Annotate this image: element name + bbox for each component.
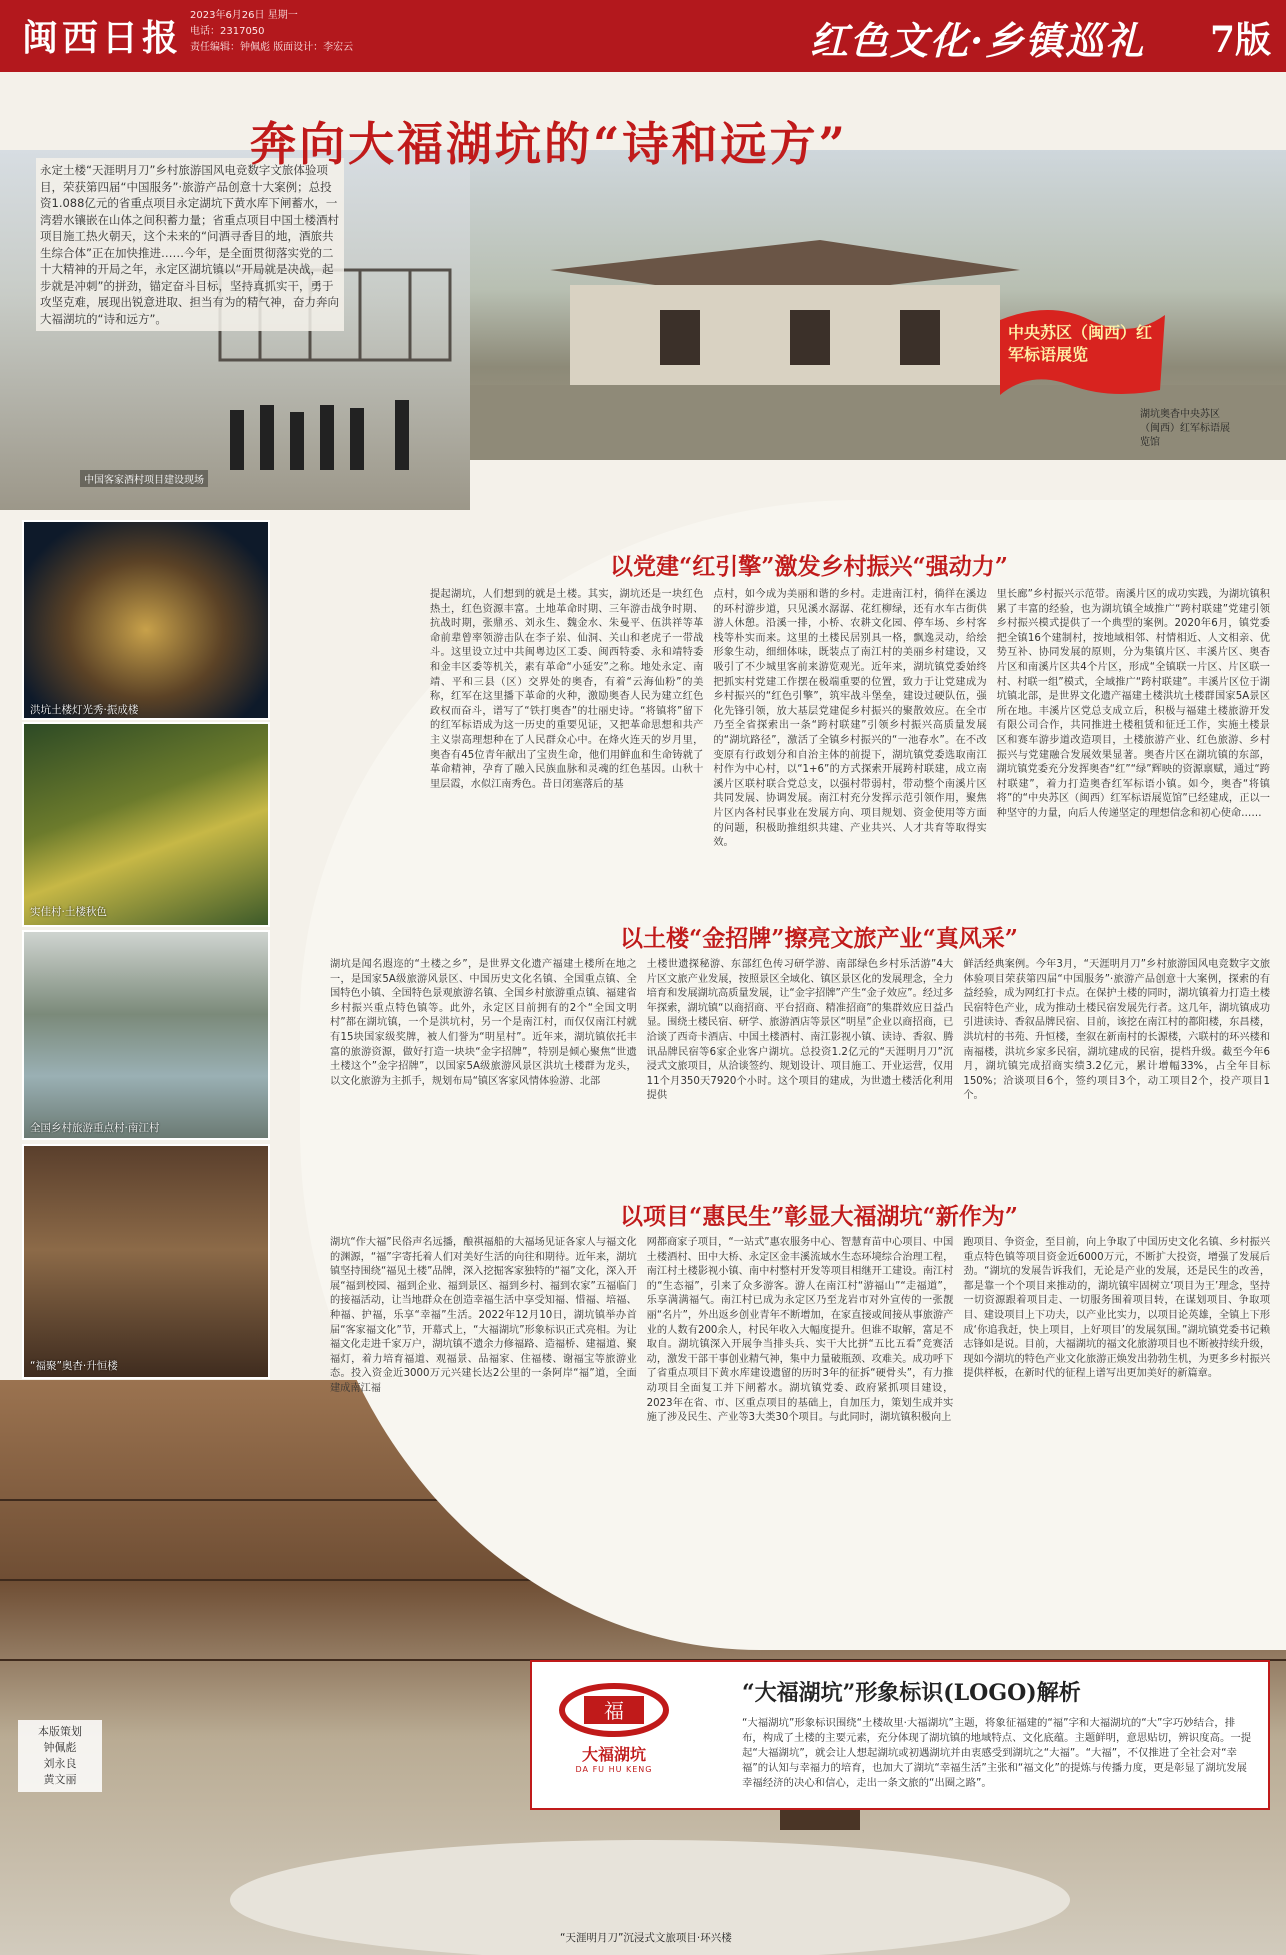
side-photo-2 — [22, 722, 270, 927]
side-photo-3-caption: 全国乡村旅游重点村·南江村 — [30, 1122, 160, 1134]
credits — [18, 1720, 102, 1792]
issue-phone: 电话：2317050 — [190, 26, 265, 37]
side-photo-1 — [22, 520, 270, 720]
masthead — [0, 0, 1286, 72]
banner-text: 中央苏区（闽西）红军标语展览 — [1008, 323, 1153, 364]
section-1-col1: 提起湖坑，人们想到的就是土楼。其实，湖坑还是一块红色热土，红色资源丰富。土地革命时期、三年游击战争时期、抗战时期，张鼎丞、刘永生、魏金水、朱曼平、伍洪祥等革命前辈曾率领游击队在李子岽、仙洞、关山和老虎子一带战斗。这里设立过中共闽粤边区工委、闽西特委、永和靖特委和金丰区委等机关，素有革命“小延安”之称。地处永定、南靖、平和三县（区）交界处的奥杳，有着“云海仙粉”的美称，红军在这里播下革命的火种，激励奥杳人民为建立红色政权而奋斗，谱写了“铁打奥杳”的壮丽史诗。“将镇将”留下的红军标语成为这一历史的重要见证，又把革命思想和共产主义崇高理想种在了人民群众心中。在烽火连天的岁月里，奥杳有45位青年献出了宝贵生命，他们用鲜血和生命铸就了革命精神，孕育了融入民族血脉和灵魂的红色基因。山秋十里层霞，水似江南秀色。昔日闭塞落后的基 — [430, 589, 704, 790]
logo-mark-text: 大福湖坑 — [581, 1745, 646, 1764]
section-2-body — [330, 958, 1270, 1183]
section-3-col3: 跑项目、争资金，至目前，向上争取了中国历史文化名镇、乡村振兴重点特色镇等项目资金近6000万元，不断扩大投资，增强了发展后劲。“湖坑的发展告诉我们，无论是产业的发展，还是民生的改善，都是靠一个个项目来推动的，湖坑镇牢固树立‘项目为王’理念，坚持一切资源跟着项目走、一切服务围着项目转，在谋划项目、争取项目、建设项目上下功夫，以产业比实力，以项目论英雄，全镇上下形成‘你追我赶，快上项目，上好项目’的发展氛围。”湖坑镇党委书记赖志锋如是说。目前，大福湖坑的福文化旅游项目也不断被持续升级，现如今湖坑的特色产业文化旅游正焕发出勃勃生机，为更多乡村振兴提供样板，在新时代的征程上谱写出更加美好的新篇章。 — [963, 1237, 1271, 1380]
issue-editor: 责任编辑：钟佩彪 — [190, 42, 270, 53]
section-2-title: 以土楼“金招牌”擦亮文旅产业“真风采” — [620, 925, 1018, 952]
credits-name: 黄文丽 — [43, 1773, 77, 1786]
page-number: 7版 — [1210, 19, 1272, 61]
credits-label: 本版策划 — [38, 1725, 82, 1738]
headline: 奔向大福湖坑的“诗和远方” — [250, 117, 848, 171]
paper-logo: 闽西日报 — [22, 17, 183, 59]
logo-analysis-box — [530, 1660, 1270, 1810]
logo-mark — [554, 1682, 674, 1774]
bottom-caption: “天涯明月刀”沉浸式文旅项目·环兴楼 — [560, 1932, 732, 1944]
section-3-body — [330, 1236, 1270, 1646]
logo-box-title: “大福湖坑”形象标识(LOGO)解析 — [742, 1680, 1081, 1706]
section-2-col2: 土楼世遗探秘游、东部红色传习研学游、南部绿色乡村乐活游”4大片区文旅产业发展，按照景区全域化、镇区景区化的发展理念，全力培育和发展湖坑高质量发展，让“金字招牌”产生“金子效应”。经过多年探索，湖坑镇“以商招商、平台招商、精准招商”的集群效应日益凸显。围绕土楼民宿、研学、旅游酒店等景区“明星”企业以商招商，已洽谈了西奇卡酒店、中国土楼酒村、南江影视小镇、读诗、香叙、腾讯品牌民宿等6家企业客户湖坑。总投资1.2亿元的“天涯明月刀”沉浸式文旅项目，从洽谈签约、规划设计、项目施工、开业运营，仅用11个月350天7920个小时。这个项目的建成，为世遗土楼活化利用提供 — [646, 959, 954, 1102]
side-photo-4 — [22, 1144, 270, 1379]
issue-meta — [190, 8, 353, 56]
side-photo-3 — [22, 930, 270, 1140]
section-title: 红色文化·乡镇巡礼 — [810, 18, 1146, 63]
credits-name: 刘永良 — [43, 1757, 77, 1770]
section-3-title: 以项目“惠民生”彰显大福湖坑“新作为” — [620, 1203, 1018, 1230]
side-photo-4-caption: “福聚”奥杳·升恒楼 — [30, 1360, 118, 1372]
side-photo-1-caption: 洪坑土楼灯光秀·振成楼 — [30, 704, 139, 716]
banner-flag — [990, 300, 1170, 410]
section-2-col3: 鲜活经典案例。今年3月，“天涯明月刀”乡村旅游国风电竞数字文旅体验项目荣获第四届“中国服务”·旅游产品创意十大案例，探索的有益经验，成为网红打卡点。在保护土楼的同时，湖坑镇着力打造土楼民宿特色产业，成为推动土楼民宿发展先行者。这几年，湖坑镇成功引进读诗、香叙品牌民宿、目前，该挖在南江村的都阳楼，东昌楼，洪坑村的书苑、升恒楼，奎叙在新南村的长源楼，六联村的环兴楼和南福楼，洪坑乡家多民宿，湖坑建成的民宿，提档升级。截至今年6月，湖坑镇完成招商实绩3.2亿元，累计增幅33%，占全年目标150%；洽谈项目6个，签约项目3个，动工项目2个，投产项目1个。 — [963, 959, 1271, 1102]
section-2-col1: 湖坑是闻名遐迩的“土楼之乡”，是世界文化遗产福建土楼所在地之一，是国家5A级旅游风景区、中国历史文化名镇、全国重点镇、全国特色小镇、全国特色景观旅游名镇、全国乡村旅游重点镇、福建省乡村振兴重点特色镇等。此外，永定区目前拥有的2个“全国文明村”都在湖坑镇，一个是洪坑村，另一个是南江村，而仅仅南江村就有15块国家级奖牌，被人们誉为“明星村”。近年来，湖坑镇依托丰富的旅游资源，做好打造一块块“金字招牌”，特别是倾心聚焦“世遗土楼这个”金字招牌”，以国家5A级旅游风景区洪坑土楼群为龙头，以文化旅游为主抓手，规划布局“镇区客家风情体验游、北部 — [330, 959, 637, 1087]
top-right-caption: 湖坑奥杳中央苏区（闽西）红军标语展览馆 — [1140, 409, 1230, 448]
section-1-title: 以党建“红引擎”激发乡村振兴“强动力” — [610, 553, 1008, 580]
side-photo-2-caption: 实佳村·土楼秋色 — [30, 906, 107, 918]
credits-name: 钟佩彪 — [43, 1741, 77, 1754]
section-1-body — [430, 588, 1270, 903]
section-3-col2: 网都商家子项目，“一站式”惠农服务中心、智慧育苗中心项目、中国土楼酒村、田中大桥、永定区金丰溪流域水生态环境综合治理工程，南江村土楼影视小镇、南中村整村开发等项目相继开工建设。南江村的“生态福”，引来了众多游客。游人在南江村“游福山”“走福道”，乐享满满福气。南江村已成为永定区乃至龙岩市对外宣传的一张靓丽“名片”，外出返乡创业青年不断增加，在家直接或间接从事旅游产业的人数有200余人，村民年收入大幅度提升。但谁不取解，富足不取自。湖坑镇深入开展争当排头兵、实干大比拼“五比五看”竞赛活动，激发干部干事创业精气神，集中力量破瓶颈、攻难关。成功呼下了省重点项目下黄水库建设遗留的历时3年的征拆“硬骨头”，有力推动项目全面复工并下闸蓄水。湖坑镇党委、政府紧抓项目建设，2023年在省、市、区重点项目的基础上，自加压力，策划生成并实施了涉及民生、产业等3大类30个项目。与此同时，湖坑镇积极向上 — [646, 1237, 954, 1424]
dafu-logo-icon — [554, 1682, 674, 1738]
top-left-caption: 中国客家酒村项目建设现场 — [80, 470, 208, 487]
logo-box-body: “大福湖坑”形象标识围绕“土楼故里·大福湖坑”主题，将象征福建的“福”字和大福湖坑的“大”字巧妙结合，排布，构成了土楼的主要元素，充分体现了湖坑镇的地域特点、文化底蕴。主题鲜明，意思贴切，辨识度高。一提起“大福湖坑”，就会让人想起湖坑或初遇湖坑并由衷感受到湖坑之“大福”。“大福”，不仅推进了全社会对“幸福”的认知与幸福力的培育，也加大了湖坑“幸福生活”主张和“福文化”的提炼与传播力度，更是彰显了湖坑发展幸福经济的决心和信心，走出一条文旅的“出圈之路”。 — [742, 1717, 1252, 1789]
section-1-col3: 里长廊”乡村振兴示范带。南溪片区的成功实践，为湖坑镇积累了丰富的经验，也为湖坑镇全域推广“跨村联建”党建引领乡村振兴模式提供了一个典型的案例。2020年6月，镇党委把全镇16个建制村，按地域相邻、村情相近、人文相亲、优势互补、协同发展的原则，分为集镇片区、丰溪片区、奥杳片区和南溪片区共4个片区，形成“全镇联一片区、片区联一村、村联一组”模式，全域推广“跨村联建”。丰溪片区位于湖坑镇北部，是世界文化遗产福建土楼洪坑土楼群国家5A景区所在地。丰溪片区党总支成立后，积极与福建土楼旅游开发有限公司合作，共同推进土楼租赁和征迁工作，实施土楼景区和赛车游步道改造项目，土楼旅游产业、红色旅游、乡村振兴与党建融合发展效果显著。奥杳片区在湖坑镇的东部，湖坑镇党委充分发挥奥杳“红”“绿”辉映的资源禀赋，通过“跨村联建”，着力打造奥杳红军标语小镇。如今，奥杳“将镇将”的“中央苏区（闽西）红军标语展览馆”已经建成，正以一种坚守的力量，向后人传递坚定的理想信念和初心使命…… — [996, 589, 1270, 819]
logo-mark-pinyin: DA FU HU KENG — [575, 1765, 653, 1774]
issue-date: 2023年6月26日 星期一 — [190, 10, 298, 21]
issue-designer: 版面设计：李宏云 — [273, 42, 354, 53]
svg-text:福: 福 — [604, 1699, 624, 1723]
section-3-col1: 湖坑“作大福”民俗声名远播，酿祺福船的大福场见证各家人与福文化的渊源，“福”字寄托着人们对美好生活的向往和期待。近年来，湖坑镇坚持围绕“福见土楼”品牌，深入挖掘客家独特的“福”文化，深入开展“福到校园、福到企业、福到景区、福到乡村、福到农家”五福临门的接福活动，让当地群众在创造幸福生活中享受知福、惜福、培福、种福、护福，乐享“幸福”生活。2022年12月10日，湖坑镇举办首届“客家福文化”节，开幕式上，“大福湖坑”形象标识正式亮相。为让福文化走进千家万户，湖坑镇不遗余力修福路、造福桥、建福道、聚福灯，着力培育福道、观福景、品福家、住福楼、谢福宝等旅游业态。投入资金近3000万元兴建长达2公里的一条阿岸“福”道，全面建成南江福 — [330, 1237, 637, 1394]
section-1-col2: 点村，如今成为美丽和谐的乡村。走进南江村，徜徉在溪边的环村游步道，只见溪水潺潺、花红柳绿，还有水车古街供游人休憩。沿溪一排，小桥、农耕文化园、停车场、乡村客栈等朴实而来。这里的土楼民居别具一格，飘逸灵动，给绘形象生动，细细体味，既装点了南江村的美丽乡村建设，又吸引了不少城里客前来游览观光。近年来，湖坑镇党委始终把抓实村党建工作摆在极端重要的位置，致力于让党建成为乡村振兴的“红色引擎”，筑牢战斗堡垒，建设过硬队伍，强化先锋引领，放大基层党建促乡村振兴的聚散效应。在全市乃至全省探索出一条“跨村联建”引领乡村振兴高质量发展的“湖坑路径”，激活了全镇乡村振兴的“一池春水”。在不改变原有行政划分和自治主体的前提下，湖坑镇党委选取南江村作为中心村，以“1+6”的方式探索开展跨村联建，成立南溪片区联村联合党总支，以强村带弱村，带动整个南溪片区共同发展、协调发展。南江村充分发挥示范引领作用，聚焦片区内各村民事业在发展方向、项目规划、资金使用等方面的问题，积极助推组织共建、产业共兴、人才共育等取得实效。 — [713, 589, 987, 849]
intro-paragraph: 永定土楼“天涯明月刀”乡村旅游国风电竞数字文旅体验项目，荣获第四届“中国服务”·旅游产品创意十大案例；总投资1.088亿元的省重点项目永定湖坑下黄水库下闸蓄水，一湾碧水镶嵌在山体之间积蓄力量；省重点项目中国土楼酒村项目施工热火朝天，这个未来的“问酒寻香目的地，酒旅共生综合体”正在加快推进……今年，是全面贯彻落实党的二十大精神的开局之年，永定区湖坑镇以“开局就是决战，起步就是冲刺”的拼劲，锚定奋斗目标，坚持真抓实干，勇于攻坚克难，展现出锐意进取、担当有为的精气神，奋力奔向大福湖坑的“诗和远方”。 — [36, 158, 344, 331]
